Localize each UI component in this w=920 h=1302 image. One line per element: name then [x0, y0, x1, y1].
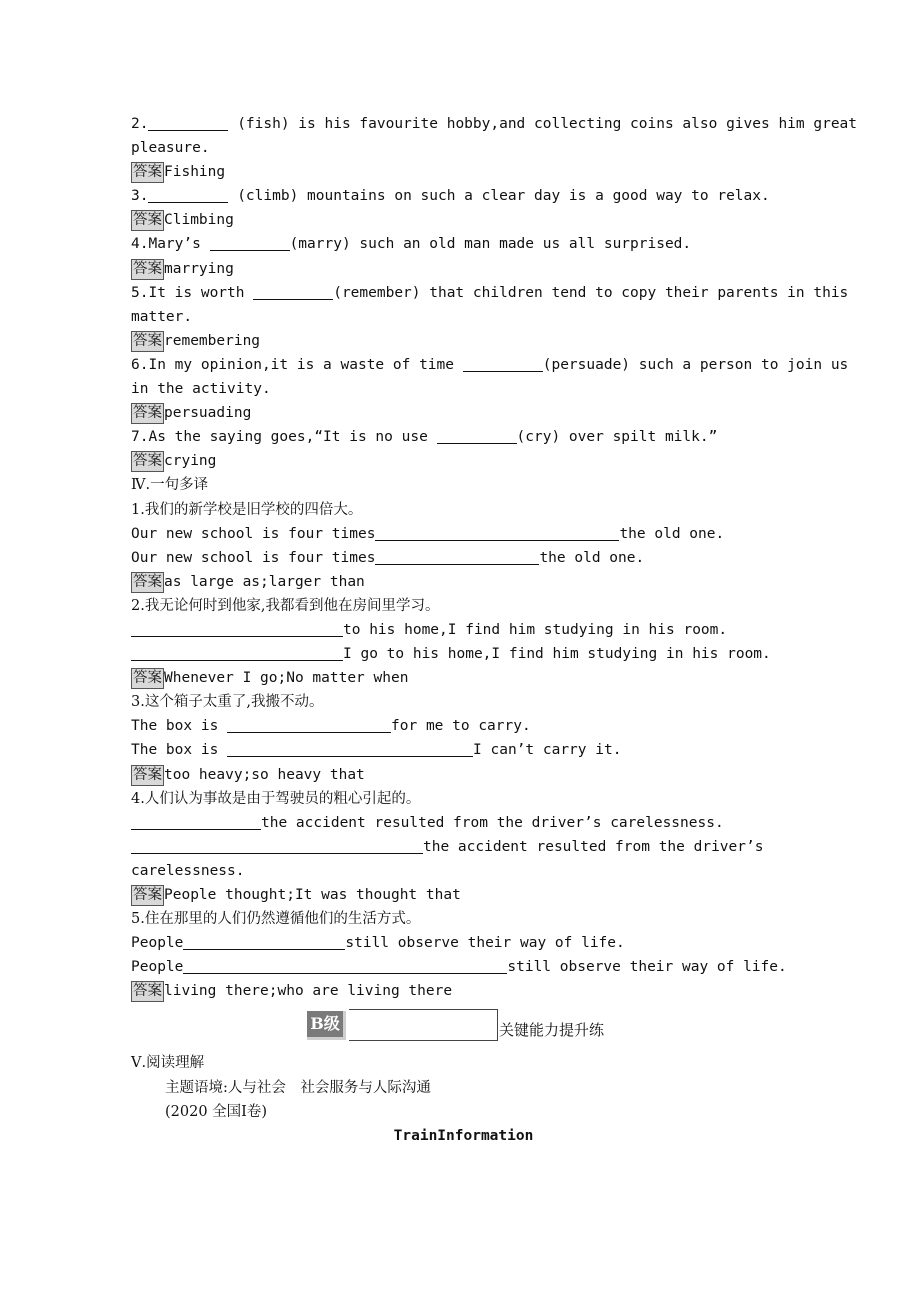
answer-row [131, 763, 796, 787]
answer-blank[interactable] [227, 741, 473, 757]
question-number: 2. [131, 116, 149, 132]
answer-row [131, 570, 796, 594]
answer-label: 答案 [131, 981, 164, 1002]
translation-prompt: 3.这个箱子太重了,我搬不动。 [131, 694, 324, 711]
translation-prompt: 5.住在那里的人们仍然遵循他们的生活方式。 [131, 911, 421, 928]
level-title: 关键能力提升练 [499, 1021, 605, 1040]
translation-line [131, 618, 796, 642]
sentence-part: the accident resulted from the driver’s carelessness. [261, 814, 724, 831]
sentence-part: the accident resulted from the driver’s [423, 838, 764, 855]
question-text: 6.In my opinion,it is a waste of time [131, 356, 463, 373]
answer-label: 答案 [131, 162, 164, 183]
answer-label: 答案 [131, 210, 164, 231]
answer-row [131, 449, 796, 473]
theme-context: 主题语境:人与社会 社会服务与人际沟通 [165, 1079, 431, 1096]
question-5-continued: matter. [131, 308, 193, 325]
level-header [131, 1003, 796, 1051]
answer-blank[interactable] [183, 958, 507, 974]
answer-text: People thought;It was thought that [164, 887, 461, 903]
answer-row [131, 401, 796, 425]
sentence-part: the old one. [619, 525, 725, 542]
answer-label: 答案 [131, 259, 164, 280]
sentence-part: People [131, 935, 184, 952]
answer-blank[interactable] [131, 645, 343, 661]
answer-blank[interactable] [148, 187, 228, 203]
answer-label: 答案 [131, 451, 164, 472]
question-6 [131, 353, 849, 377]
answer-text: marrying [164, 260, 234, 277]
question-7 [131, 425, 796, 449]
question-text: (remember) that children tend to copy their parents in this [333, 284, 849, 301]
answer-blank[interactable] [131, 621, 343, 637]
answer-text: Climbing [164, 212, 234, 229]
question-3 [131, 184, 796, 208]
translation-prompt: 2.我无论何时到他家,我都看到他在房间里学习。 [131, 597, 440, 614]
answer-text: Whenever I go;No matter when [164, 670, 409, 687]
question-text: 7.As the saying goes,“It is no use [131, 429, 437, 446]
worksheet-page [131, 112, 858, 1148]
answer-text: living there;who are living there [164, 983, 453, 1000]
sentence-part: to his home,I find him studying in his room. [343, 621, 728, 638]
answer-row [131, 257, 796, 281]
sentence-part: The box is [131, 718, 228, 735]
answer-text: persuading [164, 405, 252, 422]
exam-source: (2020 全国Ⅰ卷) [165, 1103, 268, 1120]
translation-line [131, 546, 796, 570]
answer-text: too heavy;so heavy that [164, 766, 365, 783]
answer-blank[interactable] [227, 717, 391, 733]
answer-blank[interactable] [375, 525, 619, 541]
translation-line-continued: carelessness. [131, 862, 245, 879]
answer-row [131, 979, 796, 1003]
question-5 [131, 281, 849, 305]
answer-label: 答案 [131, 403, 164, 424]
answer-blank[interactable] [375, 549, 539, 565]
answer-row [131, 666, 796, 690]
section-heading: Ⅳ.一句多译 [131, 477, 209, 494]
answer-text: as large as;larger than [164, 573, 365, 590]
question-text: (cry) over spilt milk.” [516, 429, 718, 446]
answer-label: 答案 [131, 765, 164, 786]
sentence-part: the old one. [539, 549, 645, 566]
question-text: (fish) is his favourite hobby,and collecting coins also gives him great [228, 116, 858, 132]
question-text: 4.Mary’s [131, 236, 210, 253]
sentence-part: People [131, 959, 184, 976]
answer-blank[interactable] [437, 428, 517, 444]
question-text: (persuade) such a person to join us [542, 356, 849, 373]
answer-blank[interactable] [253, 284, 333, 300]
translation-line [131, 931, 796, 955]
sentence-part: still observe their way of life. [507, 959, 787, 976]
translation-prompt: 4.人们认为事故是由于驾驶员的粗心引起的。 [131, 790, 421, 807]
question-text: 5.It is worth [131, 284, 254, 301]
sentence-part: still observe their way of life. [345, 935, 625, 952]
sentence-part: The box is [131, 742, 228, 759]
answer-blank[interactable] [183, 934, 345, 950]
question-text: (marry) such an old man made us all surprised. [289, 236, 692, 253]
answer-blank[interactable] [210, 235, 290, 251]
translation-line [131, 522, 796, 546]
answer-row [131, 208, 796, 232]
answer-row [131, 883, 796, 907]
answer-row [131, 329, 796, 353]
sentence-part: I can’t carry it. [473, 742, 622, 759]
translation-prompt: 1.我们的新学校是旧学校的四倍大。 [131, 501, 363, 518]
answer-text: Fishing [164, 164, 226, 181]
sentence-part: I go to his home,I find him studying in his room. [343, 646, 771, 663]
sentence-part: Our new school is four times [131, 525, 376, 542]
question-4 [131, 232, 796, 256]
translation-line [131, 642, 796, 666]
answer-label: 答案 [131, 331, 164, 352]
answer-row [131, 160, 796, 184]
sentence-part: Our new school is four times [131, 549, 376, 566]
question-6-continued: in the activity. [131, 381, 271, 398]
answer-blank[interactable] [148, 115, 228, 131]
level-box [349, 1009, 498, 1041]
answer-blank[interactable] [131, 838, 423, 854]
question-2-continued: pleasure. [131, 140, 210, 157]
translation-line [131, 714, 796, 738]
translation-line [131, 811, 796, 835]
question-number: 3. [131, 188, 149, 205]
level-badge: B级 [307, 1011, 346, 1040]
passage-title: TrainInformation [393, 1127, 534, 1144]
question-2 [131, 112, 858, 136]
answer-blank[interactable] [463, 356, 543, 372]
answer-label: 答案 [131, 572, 164, 593]
translation-line [131, 835, 796, 859]
section-heading: Ⅴ.阅读理解 [131, 1055, 205, 1072]
translation-line [131, 955, 796, 979]
answer-text: remembering [164, 332, 261, 349]
question-text: (climb) mountains on such a clear day is a good way to relax. [228, 188, 770, 205]
sentence-part: for me to carry. [391, 718, 531, 735]
answer-text: crying [164, 453, 217, 470]
answer-label: 答案 [131, 668, 164, 689]
answer-blank[interactable] [131, 814, 261, 830]
translation-line [131, 738, 796, 762]
answer-label: 答案 [131, 885, 164, 906]
